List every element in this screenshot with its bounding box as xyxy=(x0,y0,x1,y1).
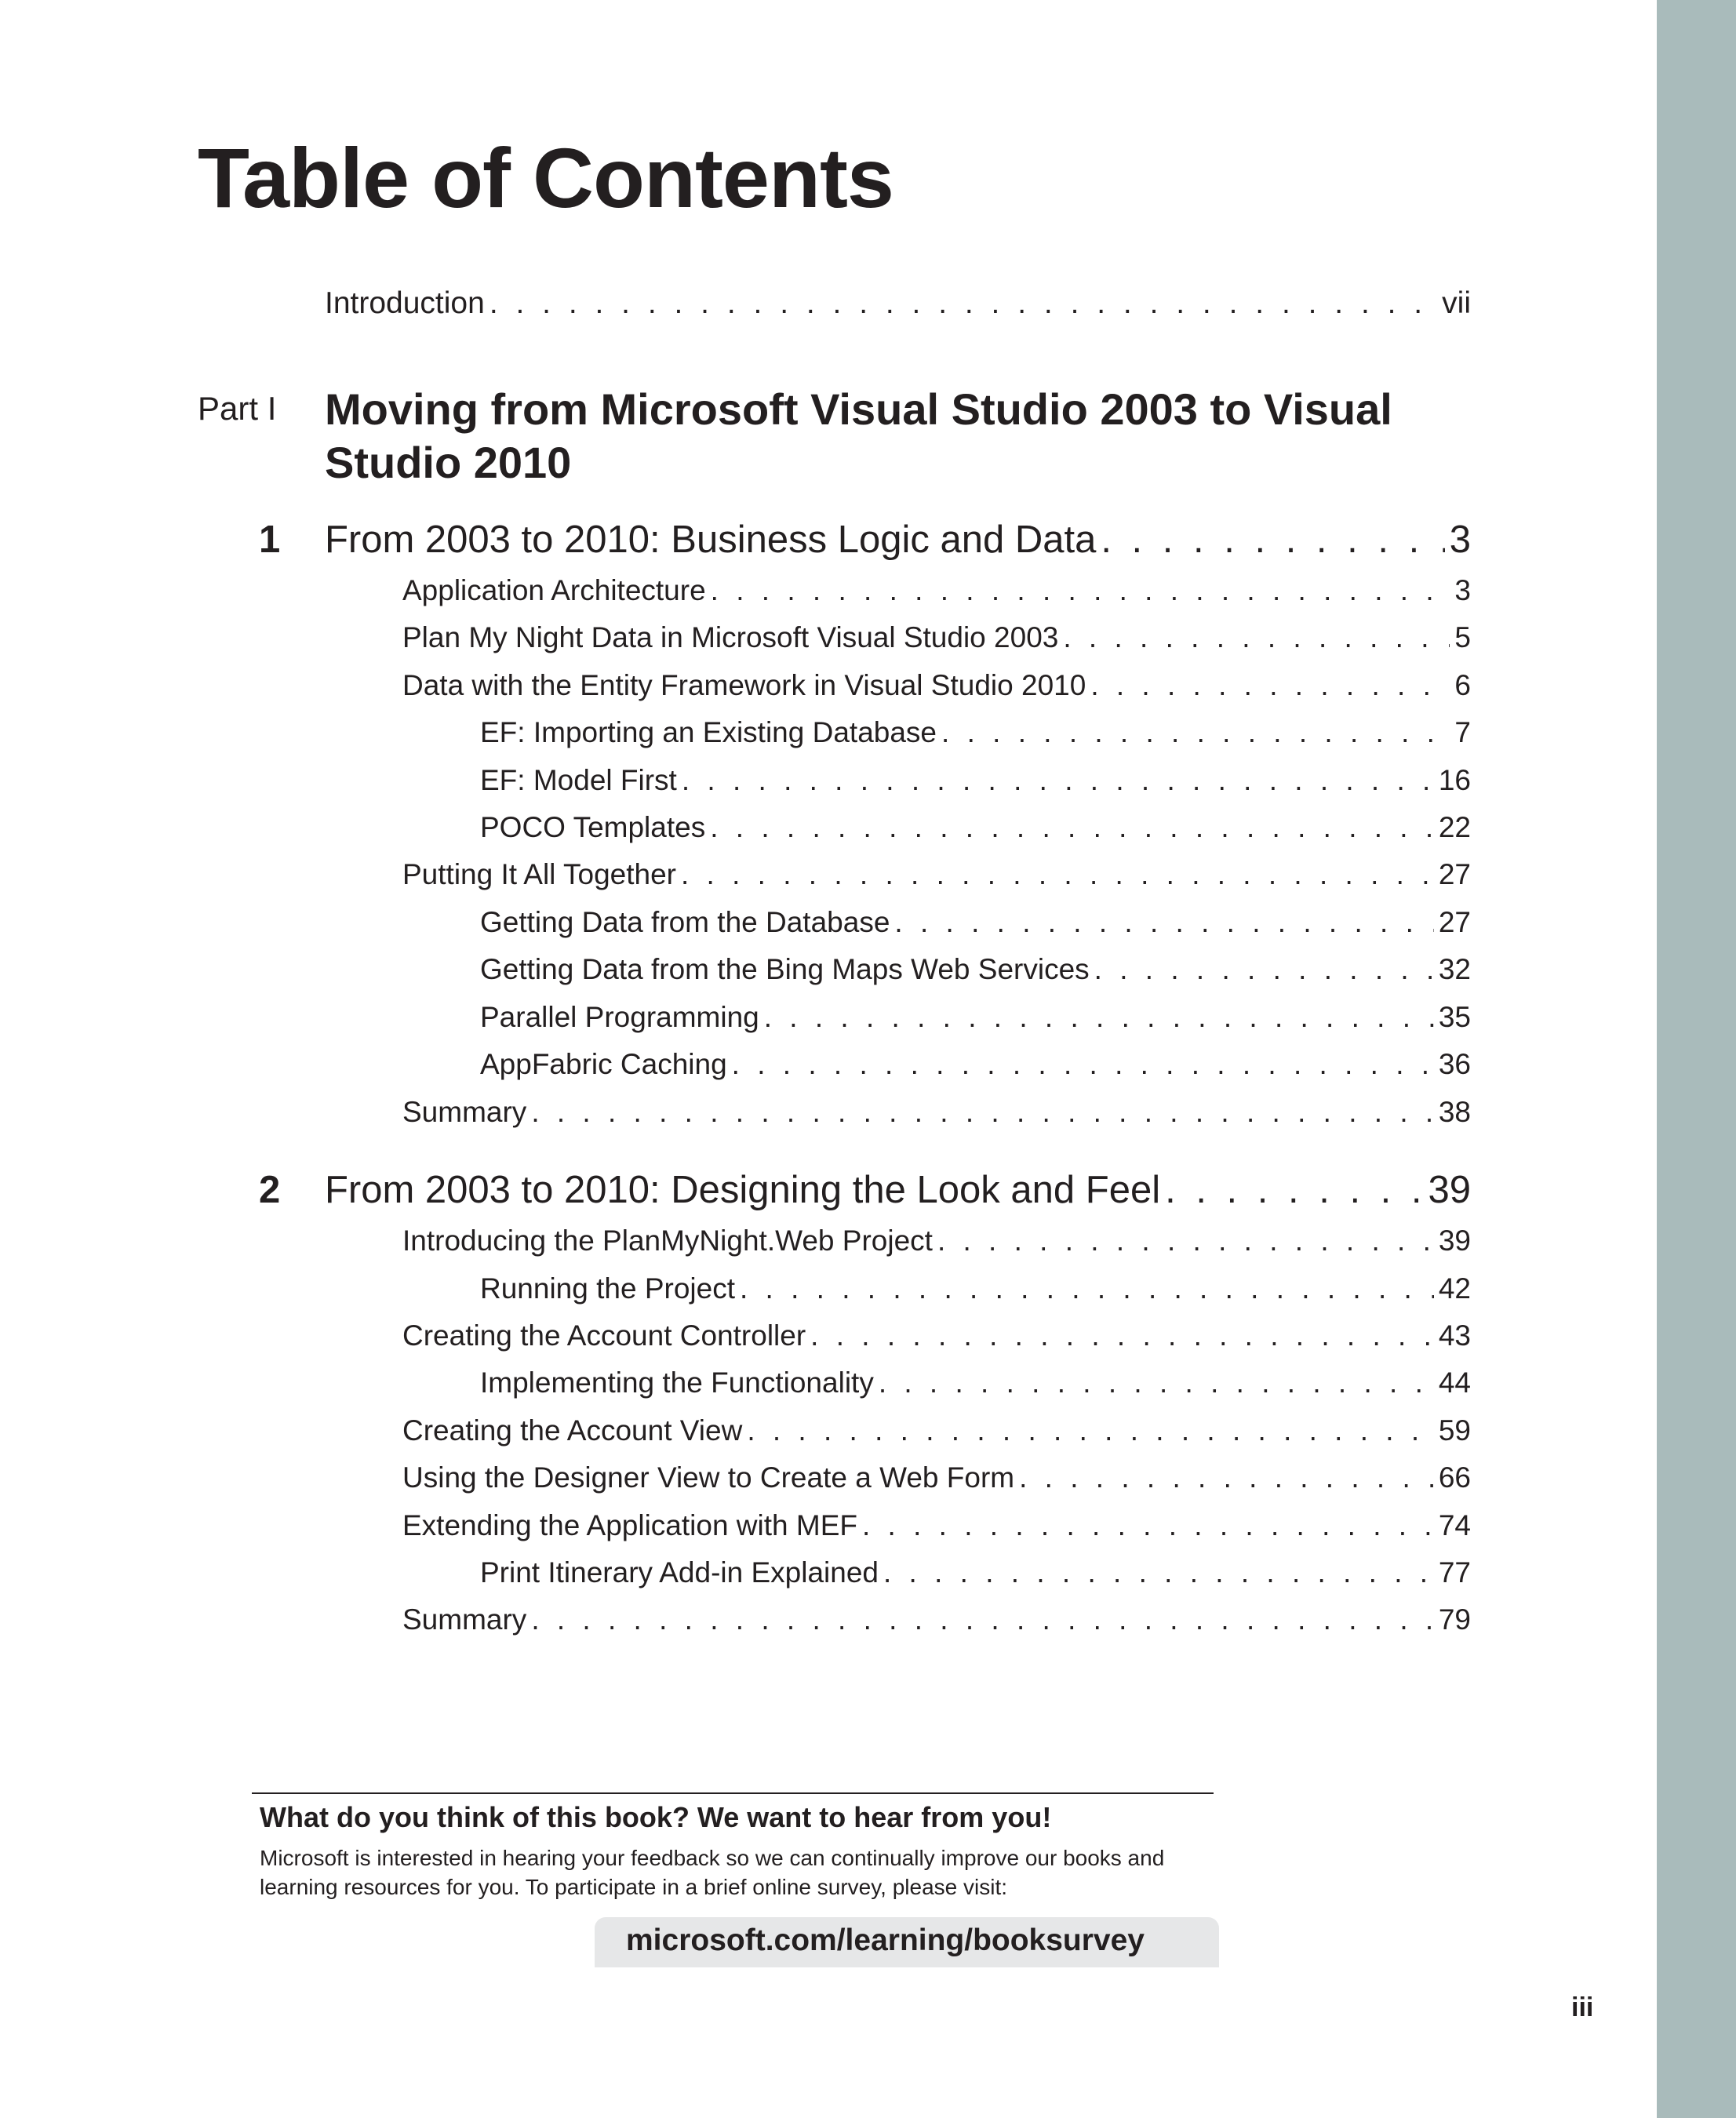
toc-chapter-1[interactable] xyxy=(325,518,1471,562)
chapter-title: From 2003 to 2010: Designing the Look and Feel xyxy=(325,1169,1161,1211)
toc-subentry[interactable] xyxy=(480,1048,1471,1081)
toc-entry-title: Summary xyxy=(402,1603,527,1636)
toc-entry-page: 22 xyxy=(1438,811,1471,843)
dot-leader xyxy=(682,764,1434,797)
toc-entry-page: 79 xyxy=(1438,1603,1471,1636)
toc-entry[interactable] xyxy=(402,1414,1471,1447)
dot-leader xyxy=(1090,669,1450,702)
toc-entry-page: 39 xyxy=(1438,1225,1471,1257)
survey-link[interactable]: microsoft.com/learning/booksurvey xyxy=(626,1923,1145,1957)
toc-subentry[interactable] xyxy=(480,1272,1471,1305)
dot-leader xyxy=(1101,518,1444,562)
dot-leader xyxy=(740,1272,1434,1305)
toc-entry-title: Introducing the PlanMyNight.Web Project xyxy=(402,1225,933,1257)
dot-leader xyxy=(1094,953,1434,986)
toc-entry-title: Implementing the Functionality xyxy=(480,1367,874,1399)
page-title: Table of Contents xyxy=(198,130,893,225)
page-number: iii xyxy=(1571,1992,1594,2022)
toc-entry-title: Application Architecture xyxy=(402,574,706,606)
feedback-divider xyxy=(252,1792,1214,1794)
toc-entry-title: Extending the Application with MEF xyxy=(402,1509,857,1541)
chapter-number: 2 xyxy=(259,1169,281,1211)
toc-entry-page: 16 xyxy=(1438,764,1471,796)
toc-entry[interactable] xyxy=(402,574,1471,607)
survey-link-box[interactable] xyxy=(595,1917,1219,1967)
dot-leader xyxy=(710,811,1434,844)
toc-entry-title: Getting Data from the Bing Maps Web Services xyxy=(480,953,1090,985)
toc-entry-page: 35 xyxy=(1438,1001,1471,1033)
toc-entry-title: EF: Model First xyxy=(480,764,677,796)
toc-entry-title: Introduction xyxy=(325,286,485,320)
toc-subentry[interactable] xyxy=(480,764,1471,797)
toc-subentry[interactable] xyxy=(480,906,1471,939)
toc-entry[interactable] xyxy=(402,621,1471,654)
toc-entry-page: 6 xyxy=(1454,669,1471,701)
toc-entry-page: 27 xyxy=(1438,906,1471,938)
toc-entry-page: 44 xyxy=(1438,1367,1471,1399)
toc-entry-introduction[interactable] xyxy=(325,286,1471,321)
toc-entry-title: Putting It All Together xyxy=(402,858,676,890)
toc-entry[interactable] xyxy=(402,1509,1471,1542)
dot-leader xyxy=(732,1048,1434,1081)
toc-entry-page: 42 xyxy=(1438,1272,1471,1305)
part-title[interactable]: Moving from Microsoft Visual Studio 2003 to Visual Studio 2010 xyxy=(325,384,1392,487)
dot-leader xyxy=(862,1509,1434,1542)
toc-entry-page: 36 xyxy=(1438,1048,1471,1080)
dot-leader xyxy=(1019,1461,1434,1494)
chapter-page: 39 xyxy=(1428,1169,1471,1211)
toc-subentry[interactable] xyxy=(480,1001,1471,1034)
toc-entry-title: POCO Templates xyxy=(480,811,706,843)
page-side-band xyxy=(1657,0,1736,2118)
toc-entry-page: 38 xyxy=(1438,1096,1471,1128)
toc-entry-page: 3 xyxy=(1454,574,1471,606)
dot-leader xyxy=(531,1603,1434,1636)
toc-entry-title: EF: Importing an Existing Database xyxy=(480,716,937,748)
toc-entry-page: 77 xyxy=(1438,1556,1471,1588)
toc-entry-page: 5 xyxy=(1454,621,1471,653)
toc-entry-title: Parallel Programming xyxy=(480,1001,759,1033)
toc-entry[interactable] xyxy=(402,1319,1471,1352)
toc-subentry[interactable] xyxy=(480,716,1471,749)
toc-entry-page: vii xyxy=(1442,286,1471,320)
dot-leader xyxy=(810,1319,1434,1352)
toc-entry-title: Creating the Account Controller xyxy=(402,1319,806,1352)
toc-entry[interactable] xyxy=(402,669,1471,702)
toc-entry-page: 59 xyxy=(1438,1414,1471,1447)
feedback-body: Microsoft is interested in hearing your feedback so we can continually improve our books and learning resources for you. To participate in a brief online survey, please visit: xyxy=(260,1846,1165,1899)
dot-leader xyxy=(490,286,1437,321)
feedback-heading: What do you think of this book? We want to hear from you! xyxy=(260,1801,1052,1833)
dot-leader xyxy=(883,1556,1434,1589)
toc-subentry[interactable] xyxy=(480,1556,1471,1589)
toc-entry[interactable] xyxy=(402,1461,1471,1494)
dot-leader xyxy=(1063,621,1450,654)
dot-leader xyxy=(531,1096,1434,1129)
dot-leader xyxy=(937,1225,1434,1257)
toc-entry-title: Creating the Account View xyxy=(402,1414,743,1447)
dot-leader xyxy=(764,1001,1434,1034)
toc-entry-page: 27 xyxy=(1438,858,1471,890)
dot-leader xyxy=(747,1414,1434,1447)
toc-entry-page: 43 xyxy=(1438,1319,1471,1352)
dot-leader xyxy=(711,574,1450,607)
toc-entry-page: 74 xyxy=(1438,1509,1471,1541)
toc-entry-page: 32 xyxy=(1438,953,1471,985)
toc-entry[interactable] xyxy=(402,1096,1471,1129)
part-label: Part I xyxy=(198,390,277,427)
toc-entry-title: Getting Data from the Database xyxy=(480,906,890,938)
toc-entry-title: AppFabric Caching xyxy=(480,1048,727,1080)
toc-entry-title: Print Itinerary Add-in Explained xyxy=(480,1556,879,1588)
chapter-number: 1 xyxy=(259,519,281,561)
dot-leader xyxy=(681,858,1434,891)
chapter-title: From 2003 to 2010: Business Logic and Data xyxy=(325,519,1097,561)
dot-leader xyxy=(894,906,1433,939)
toc-entry-page: 7 xyxy=(1454,716,1471,748)
toc-entry-page: 66 xyxy=(1438,1461,1471,1494)
toc-entry[interactable] xyxy=(402,1603,1471,1636)
toc-entry-title: Plan My Night Data in Microsoft Visual Studio 2003 xyxy=(402,621,1059,653)
toc-subentry[interactable] xyxy=(480,811,1471,844)
dot-leader xyxy=(1165,1168,1423,1212)
toc-entry-title: Data with the Entity Framework in Visual Studio 2010 xyxy=(402,669,1086,701)
dot-leader xyxy=(879,1367,1434,1399)
toc-subentry[interactable] xyxy=(480,953,1471,986)
toc-entry[interactable] xyxy=(402,858,1471,891)
toc-subentry[interactable] xyxy=(480,1367,1471,1399)
toc-entry-title: Running the Project xyxy=(480,1272,735,1305)
dot-leader xyxy=(941,716,1450,749)
toc-entry-title: Summary xyxy=(402,1096,527,1128)
toc-entry[interactable] xyxy=(402,1225,1471,1257)
chapter-page: 3 xyxy=(1449,519,1471,561)
toc-entry-title: Using the Designer View to Create a Web Form xyxy=(402,1461,1015,1494)
toc-chapter-2[interactable] xyxy=(325,1168,1471,1212)
